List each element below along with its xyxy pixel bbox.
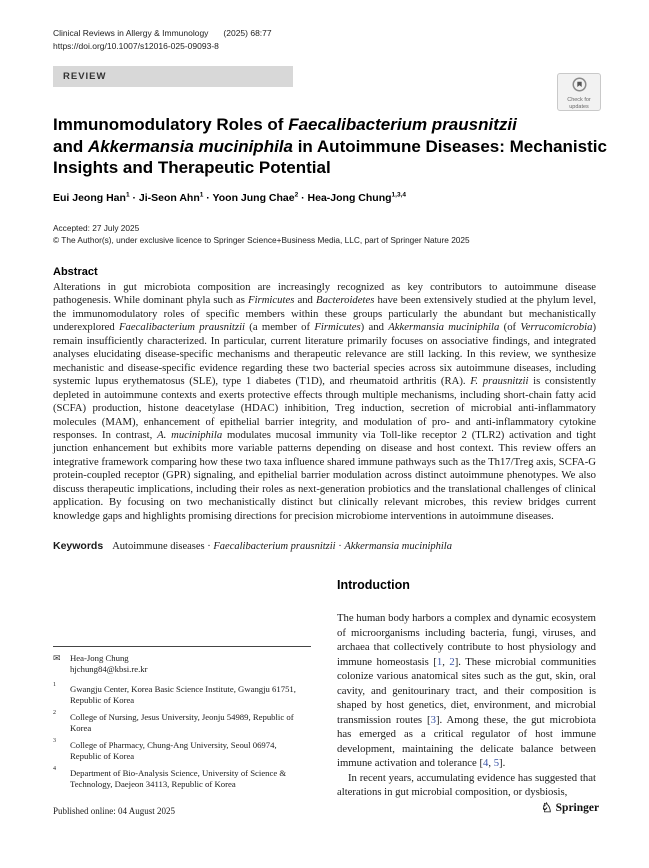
- accepted-date: Accepted: 27 July 2025: [53, 223, 140, 233]
- citation-link[interactable]: 3: [430, 713, 436, 726]
- introduction-paragraph: In recent years, accumulating evidence has suggested that alterations in gut microbial composition, or dysbiosis,: [337, 771, 596, 798]
- copyright-line: © The Author(s), under exclusive licence to Springer Science+Business Media, LLC, part of Springer Nature 2025: [53, 235, 470, 245]
- corresponding-author-name: Hea-Jong Chung: [70, 653, 129, 663]
- keywords-line: [53, 540, 596, 552]
- publisher-logo: [541, 801, 599, 814]
- journal-header: [53, 27, 272, 52]
- affiliation-item: [53, 740, 311, 762]
- check-for-updates-label: Check for updates: [567, 97, 591, 110]
- author-list: Eui Jeong Han$^1$ · Ji-Seon Ahn$^1$ · Yoon Jung Chae$^2$ · Hea-Jong Chung$^{1,3,4}$: [53, 191, 407, 204]
- affiliation-item: [53, 712, 311, 734]
- volume-issue: (2025) 68:77: [223, 28, 272, 38]
- corresponding-author-email[interactable]: hjchung84@kbsi.re.kr: [70, 664, 148, 674]
- affiliation-item: [53, 768, 311, 790]
- check-for-updates-icon: [572, 77, 587, 97]
- affiliation-number: 1: [53, 682, 56, 688]
- affiliation-text: Department of Bio-Analysis Science, University of Science & Technology, Daejeon 34113, Republic of Korea: [70, 768, 287, 789]
- doi-link[interactable]: https://doi.org/10.1007/s12016-025-09093-8: [53, 40, 219, 51]
- introduction-section: [337, 578, 596, 800]
- affiliation-number: 2: [53, 710, 56, 716]
- affiliation-text: Gwangju Center, Korea Basic Science Institute, Gwangju 61751, Republic of Korea: [70, 684, 296, 705]
- abstract-heading: Abstract: [53, 266, 98, 278]
- affiliation-item: [53, 684, 311, 706]
- affiliation-number: 3: [53, 738, 56, 744]
- check-for-updates-button[interactable]: [557, 73, 601, 111]
- article-title: Immunomodulatory Roles of Faecalibacterium prausnitzii and Akkermansia muciniphila in Autoimmune Diseases: Mechanistic Insights and Therapeutic Potential: [53, 115, 607, 177]
- footnote-divider: [53, 646, 311, 647]
- affiliation-list: [53, 684, 311, 790]
- published-online-line: Published online: 04 August 2025: [53, 806, 176, 816]
- keywords-values: Autoimmune diseases · Faecalibacterium prausnitzii · Akkermansia muciniphila: [112, 541, 452, 552]
- citation-link[interactable]: 1: [436, 655, 443, 668]
- affiliation-number: 4: [53, 766, 56, 772]
- journal-name: Clinical Reviews in Allergy & Immunology: [53, 28, 209, 38]
- correspondence-block: [53, 653, 311, 675]
- affiliation-text: College of Nursing, Jesus University, Jeonju 54989, Republic of Korea: [70, 712, 294, 733]
- citation-link[interactable]: 4: [483, 757, 489, 769]
- article-type-badge: REVIEW: [53, 66, 293, 87]
- abstract-body: Alterations in gut microbiota composition are increasingly recognized as key contributors to autoimmune disease pathogenesis. While dominant phyla such as Firmicutes and Bacteroidetes have been extensively studied at the phylum level, the immunomodulatory roles of specific members within these groups particularly the abundant but mechanistically underexplored Faecalibacterium prausnitzii (a member of Firmicutes) and Akkermansia muciniphila (of Verrucomicrobia) remain insufficiently characterized. In particular, current literature primarily focuses on associative findings, and integrated analyses elucidating disease-specific mechanisms and therapeutic relevance are still lacking. In this review, we synthesize mechanistic and disease-specific evidence regarding these two bacterial species across six autoimmune diseases, including systemic lupus erythematosus (SLE), type 1 diabetes (T1D), and rheumatoid arthritis (RA). F. prausnitzii is consistently depleted in autoimmune contexts and exerts protective effects through multiple mechanisms, including short-chain fatty acid (SCFA) production, histone deacetylase (HDAC) inhibition, Treg induction, secretion of microbial anti-inflammatory molecules (MAM), enhancement of epithelial barrier integrity, and modulation of pro- and anti-inflammatory cytokine responses. In contrast, A. muciniphila modulates mucosal immunity via Toll-like receptor 2 (TLR2) activation and tight junction enhancement but exhibits more variable patterns depending on disease and host context. This review offers an integrative framework comparing how these two taxa influence shared immune pathways such as the Th17/Treg axis, SCFA-G protein-coupled receptor (GPR) signaling, and epithelial barrier modulation across distinct autoimmune phenotypes. We also discuss therapeutic implications, including their roles as next-generation probiotics and the translational challenges of clinical application. By focusing on two mechanistically distinct but clinically relevant microbes, this review bridges current knowledge gaps and highlights promising directions for precision microbiome interventions in autoimmune diseases.: [53, 281, 597, 522]
- keywords-heading: Keywords: [53, 540, 104, 552]
- publisher-name: Springer: [555, 801, 600, 814]
- footnote-column: [53, 646, 311, 796]
- introduction-heading: Introduction: [337, 578, 410, 592]
- springer-horse-icon: ♘: [541, 800, 553, 815]
- email-icon: ✉: [53, 653, 61, 663]
- introduction-paragraph: The human body harbors a complex and dynamic ecosystem of microorganisms including bacteria, fungi, viruses, and archaea that collectively contribute to host physiology and immune homeostasis [1, 2]. These microbial communities colonize various anatomical sites such as the gut, skin, oral cavity, and genitourinary tract, and their composition is shaped by host genetics, diet, environment, and microbial transmission routes [3]. Among these, the gut microbiota has emerged as a critical regulator of host immune development, maintaining the delicate balance between immune activation and tolerance [4, 5].: [337, 612, 596, 769]
- citation-link[interactable]: 2: [449, 655, 455, 668]
- correspondence-details: [70, 653, 148, 675]
- affiliation-text: College of Pharmacy, Chung-Ang University, Seoul 06974, Republic of Korea: [70, 740, 277, 761]
- citation-link[interactable]: 5: [493, 757, 500, 769]
